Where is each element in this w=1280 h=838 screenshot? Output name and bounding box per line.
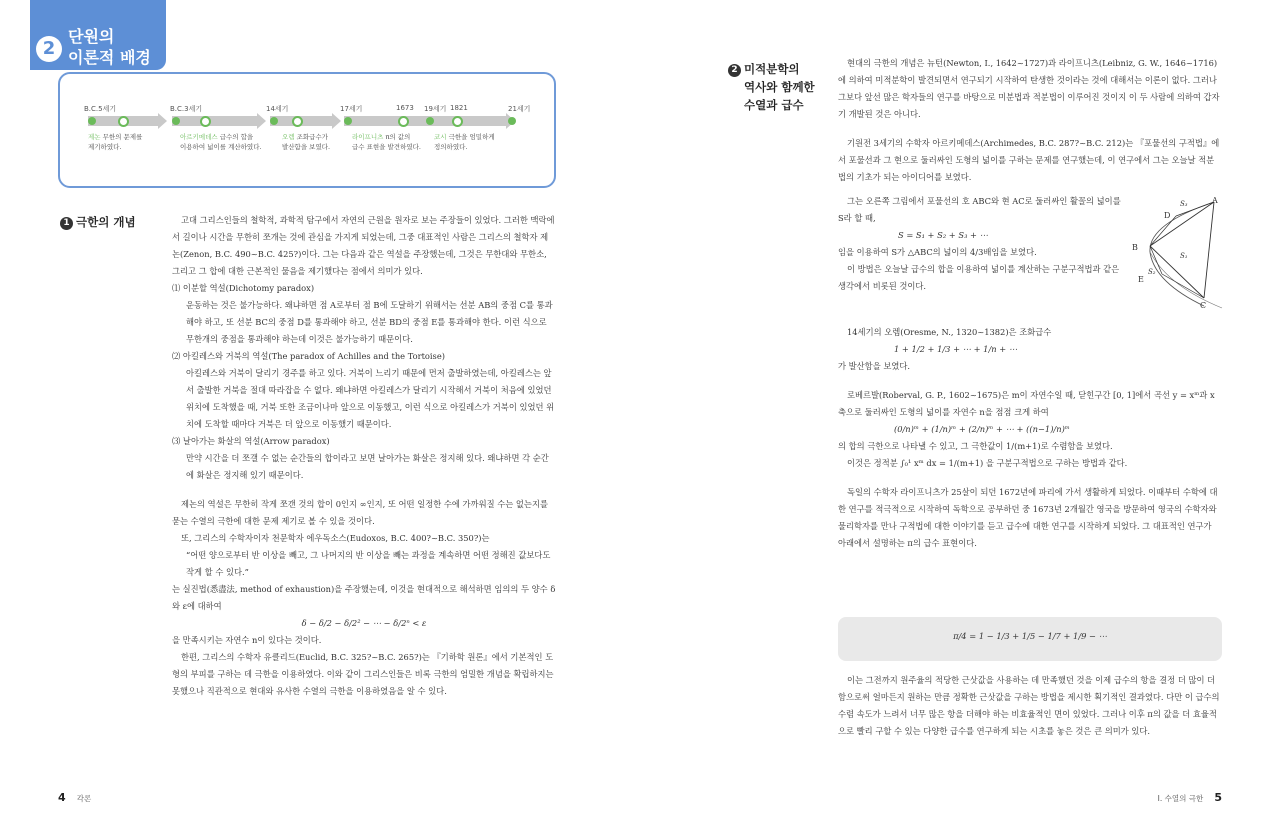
- formula: (0/n)ᵐ + (1/n)ᵐ + (2/n)ᵐ + ⋯ + ((n−1)/n)ᵐ: [894, 424, 1070, 434]
- event-text: 제기하였다.: [88, 143, 122, 151]
- page-number: 5: [1214, 791, 1222, 804]
- section-number: 2: [728, 64, 741, 77]
- event-name: 오렘: [282, 133, 295, 141]
- paragraph: 제논의 역설은 무한히 작게 쪼갠 것의 합이 0인지 ∞인지, 또 어떤 일정한 수에 가까워질 수는 없는지를 묻는 수열의 극한에 대한 문제 제기로 볼 수 있을 것이다.: [172, 499, 548, 526]
- chapter-title: [68, 26, 151, 68]
- footer-label: I. 수열의 극한: [1157, 794, 1204, 803]
- timeline-arrow: [257, 113, 266, 129]
- section-heading-2: [728, 60, 815, 114]
- paradox-body: 아킬레스와 거북이 달리기 경주를 하고 있다. 거북이 느리기 때문에 먼저 출발하였는데, 아킬레스는 앞서 출발한 거북을 절대 따라잡을 수 없다. 왜냐하면 아킬레스가 달리기 시작해서 거북이 처음에 있었던 위치에 도착했을 때, 거북 또한 조금이나마 앞으로 이동했고, 이런 식으로 아킬레스가 거북이 있었던 위치에 도착할 때마다 거북은 더 앞으로 이동했기 때문이다.: [186, 368, 555, 429]
- paradox-body: 운동하는 것은 불가능하다. 왜냐하면 점 A로부터 점 B에 도달하기 위해서는 선분 AB의 중점 C를 통과해야 하고, 또 선분 BC의 중점 D를 통과해야 하고, 선분 BD의 중점 E를 통과해야 한다. 이런 식으로 무한개의 중점을 통과해야 하는데 이것은 불가능하기 때문이다.: [186, 300, 553, 344]
- event-text: π의 값의: [383, 133, 411, 141]
- left-body: [172, 212, 556, 700]
- paragraph: 또, 그리스의 수학자이자 천문학자 에우독소스(Eudoxos, B.C. 400?~B.C. 350?)는: [181, 533, 490, 543]
- timeline-year: 1821: [450, 104, 468, 112]
- event-text: 급수의 합을: [217, 133, 254, 141]
- right-body-figure-text: [838, 193, 1124, 295]
- paragraph: 그는 오른쪽 그림에서 포물선의 호 ABC와 현 AC로 둘러싸인 활꼴의 넓이를 S라 할 때,: [838, 196, 1121, 223]
- event-name: 코시: [434, 133, 447, 141]
- footer-label: 각론: [76, 794, 92, 803]
- section-title-line3: 수열과 급수: [744, 98, 804, 112]
- timeline-event: [88, 132, 142, 152]
- paragraph: 14세기의 오렘(Oresme, N., 1320~1382)은 조화급수: [847, 327, 1052, 337]
- event-text: 발산함을 보였다.: [282, 143, 331, 151]
- paradox-title: ⑶ 날아가는 화살의 역설(Arrow paradox): [172, 436, 330, 446]
- event-name: 아르키메데스: [180, 133, 218, 141]
- timeline-marker: [452, 116, 463, 127]
- page-number: 4: [58, 791, 66, 804]
- paragraph: 임을 이용하여 S가 △ABC의 넓이의 4/3배임을 보였다.: [838, 247, 1037, 257]
- timeline-marker: [292, 116, 303, 127]
- timeline-year: 21세기: [508, 105, 531, 113]
- timeline-box: [58, 72, 556, 188]
- paragraph: 기원전 3세기의 수학자 아르키메데스(Archimedes, B.C. 287?~B.C. 212)는 『포물선의 구적법』에서 포물선과 그 현으로 둘러싸인 도형의 넓이를 구하는 문제를 연구했는데, 이 연구에서 그는 오늘날 적분법의 기초가 되는 아이디어를 보였다.: [838, 138, 1220, 182]
- label-C: C: [1200, 301, 1207, 310]
- formula-pi: π/4 = 1 − 1/3 + 1/5 − 1/7 + 1/9 − ⋯: [953, 631, 1107, 641]
- paragraph: 이것은 정적분 ∫₀¹ xᵐ dx = 1/(m+1) 을 구분구적법으로 구하는 방법과 같다.: [847, 458, 1128, 468]
- paragraph: 로베르발(Roberval, G. P., 1602~1675)은 m이 자연수일 때, 닫힌구간 [0, 1]에서 곡선 y = xᵐ과 x축으로 둘러싸인 도형의 넓이를 자연수 n을 점점 크게 하여: [838, 390, 1215, 417]
- section-title-line2: 역사와 함께한: [744, 80, 815, 94]
- right-body-top: [838, 55, 1222, 186]
- timeline-marker: [118, 116, 129, 127]
- section-title: 극한의 개념: [76, 215, 136, 229]
- timeline-dot: [172, 117, 180, 125]
- timeline-event: [180, 132, 262, 152]
- chapter-title-line1: 단원의: [68, 27, 115, 46]
- timeline-bar: [172, 116, 257, 126]
- label-B: B: [1132, 243, 1138, 252]
- timeline-dot: [344, 117, 352, 125]
- event-text: 무한의 문제를: [100, 133, 143, 141]
- event-text: 극한을 엄밀하게: [446, 133, 495, 141]
- section-heading-1: [60, 214, 136, 230]
- event-text: 정의하였다.: [434, 143, 468, 151]
- timeline-event: [352, 132, 421, 152]
- label-A: A: [1212, 196, 1218, 205]
- event-name: 라이프니츠: [352, 133, 384, 141]
- timeline-dot: [270, 117, 278, 125]
- right-body-bottom: [838, 672, 1222, 740]
- formula: 1 + 1/2 + 1/3 + ⋯ + 1/n + ⋯: [894, 344, 1018, 354]
- timeline-year: B.C.3세기: [170, 105, 203, 113]
- footer-right: [1158, 786, 1222, 805]
- timeline-dot: [508, 117, 516, 125]
- timeline-marker: [398, 116, 409, 127]
- parabola-figure: [1128, 194, 1224, 310]
- paragraph: 의 합의 극한으로 나타낼 수 있고, 그 극한값이 1/(m+1)로 수렴함을 보였다.: [838, 441, 1113, 451]
- formula: δ − δ/2 − δ/2² − ⋯ − δ/2ⁿ < ε: [301, 618, 427, 628]
- section-title-line1: 미적분학의: [744, 62, 800, 76]
- timeline-year: B.C.5세기: [84, 105, 117, 113]
- section-number: 1: [60, 217, 73, 230]
- paragraph: 이는 그전까지 원주율의 적당한 근삿값을 사용하는 데 만족했던 것을 이제 급수의 항을 결정 더 많이 더함으로써 얼마든지 원하는 만큼 정확한 근삿값을 구하는 방법을 제시한 획기적인 결과였다. 다만 이 급수의 수렴 속도가 느려서 너무 많은 항을 더해야 하는 비효율적인 면이 있었다. 그러나 이후 π의 값을 더 효율적으로 빨리 구할 수 있는 다양한 급수를 연구하게 되는 시초를 놓은 것은 큰 의미가 있다.: [838, 675, 1220, 736]
- paragraph: 이 방법은 오늘날 급수의 합을 이용하여 넓이를 계산하는 구분구적법과 같은 생각에서 비롯된 것이다.: [838, 264, 1120, 291]
- timeline-year: 19세기: [424, 105, 447, 113]
- label-D: D: [1164, 211, 1171, 220]
- timeline-year: 17세기: [340, 105, 363, 113]
- timeline-bar: [344, 116, 506, 126]
- label-S3: S₃: [1180, 200, 1188, 208]
- timeline-event: [434, 132, 495, 152]
- paragraph: 가 발산함을 보였다.: [838, 361, 911, 371]
- paradox-title: ⑴ 이분할 역설(Dichotomy paradox): [172, 283, 315, 293]
- timeline-arrow: [332, 113, 341, 129]
- footer-left: [58, 786, 91, 805]
- timeline-arrow: [158, 113, 167, 129]
- formula: S = S₁ + S₂ + S₃ + ⋯: [898, 230, 988, 240]
- event-text: 급수 표현을 발견하였다.: [352, 143, 421, 151]
- paragraph: 한편, 그리스의 수학자 유클리드(Euclid, B.C. 325?~B.C. 265?)는 『기하학 원론』에서 기본적인 도형의 부피를 구하는 데 극한을 이용하였다. 이와 같이 그리스인들은 비록 극한의 엄밀한 개념을 확립하지는 못했으나 직관적으로 현대와 유사한 수열의 극한을 이용하였음을 알 수 있다.: [172, 652, 554, 696]
- paragraph: 고대 그리스인들의 철학적, 과학적 탐구에서 자연의 근원을 원자로 보는 주장들이 있었다. 그러한 맥락에서 길이나 시간을 무한히 쪼개는 것에 관심을 가지게 되었는데, 그중 대표적인 사람은 그리스의 철학자 제논(Zenon, B.C. 490~B.C. 425?)이다. 그는 다음과 같은 역설을 주장했는데, 그것은 무한대와 무한소, 그리고 그 합에 대한 근본적인 물음을 제기했다는 점에서 의미가 있다.: [172, 215, 555, 276]
- timeline-marker: [200, 116, 211, 127]
- label-E: E: [1138, 275, 1144, 284]
- timeline-year: 14세기: [266, 105, 289, 113]
- event-text: 이용하여 넓이를 계산하였다.: [180, 143, 262, 151]
- chapter-number: 2: [36, 36, 62, 62]
- paradox-title: ⑵ 아킬레스와 거북의 역설(The paradox of Achilles and the Tortoise): [172, 351, 445, 361]
- event-name: 제논: [88, 133, 101, 141]
- paragraph: 독일의 수학자 라이프니츠가 25살이 되던 1672년에 파리에 가서 생활하게 되었다. 이때부터 수학에 대한 연구를 적극적으로 시작하여 독학으로 공부하던 중 1673년 2개월간 영국을 방문하여 영국의 수학자와 물리학자를 만나 구적법에 대한 이야기를 듣고 급수에 대한 연구를 시작하게 되었다. 그 대표적인 연구가 아래에서 설명하는 π의 급수 표현이다.: [838, 487, 1218, 548]
- paragraph: 는 실진법(悉盡法, method of exhaustion)을 주장했는데, 이것을 현대적으로 해석하면 임의의 두 양수 δ와 ε에 대하여: [172, 584, 556, 611]
- right-body-middle: [838, 324, 1222, 552]
- paradox-body: 만약 시간을 더 쪼갤 수 없는 순간들의 합이라고 보면 날아가는 화살은 정지해 있다. 왜냐하면 각 순간에 화살은 정지해 있기 때문이다.: [186, 453, 549, 480]
- label-S2: S₂: [1148, 268, 1156, 276]
- label-S1: S₁: [1180, 252, 1188, 260]
- paragraph: 을 만족시키는 자연수 n이 있다는 것이다.: [172, 635, 322, 645]
- chapter-title-line2: 이론적 배경: [68, 48, 151, 67]
- timeline-dot: [88, 117, 96, 125]
- paragraph: 현대의 극한의 개념은 뉴턴(Newton, I., 1642~1727)과 라이프니츠(Leibniz, G. W., 1646~1716)에 의하여 미적분학이 발견되면서 연구되기 시작하여 탄생한 것이라는 것에 대해서는 이론이 없다. 그러나 그보다 앞선 많은 학자들의 연구를 바탕으로 미분법과 적분법이 이루어진 것이지 이 두 사람에 의하여 갑자기 개발된 것은 아니다.: [838, 58, 1220, 119]
- event-text: 조화급수가: [294, 133, 329, 141]
- quote: “어떤 양으로부터 반 이상을 빼고, 그 나머지의 반 이상을 빼는 과정을 계속하면 어떤 정해진 값보다도 작게 할 수 있다.”: [186, 550, 551, 577]
- timeline-year: 1673: [396, 104, 414, 112]
- timeline-dot: [426, 117, 434, 125]
- timeline-event: [282, 132, 330, 152]
